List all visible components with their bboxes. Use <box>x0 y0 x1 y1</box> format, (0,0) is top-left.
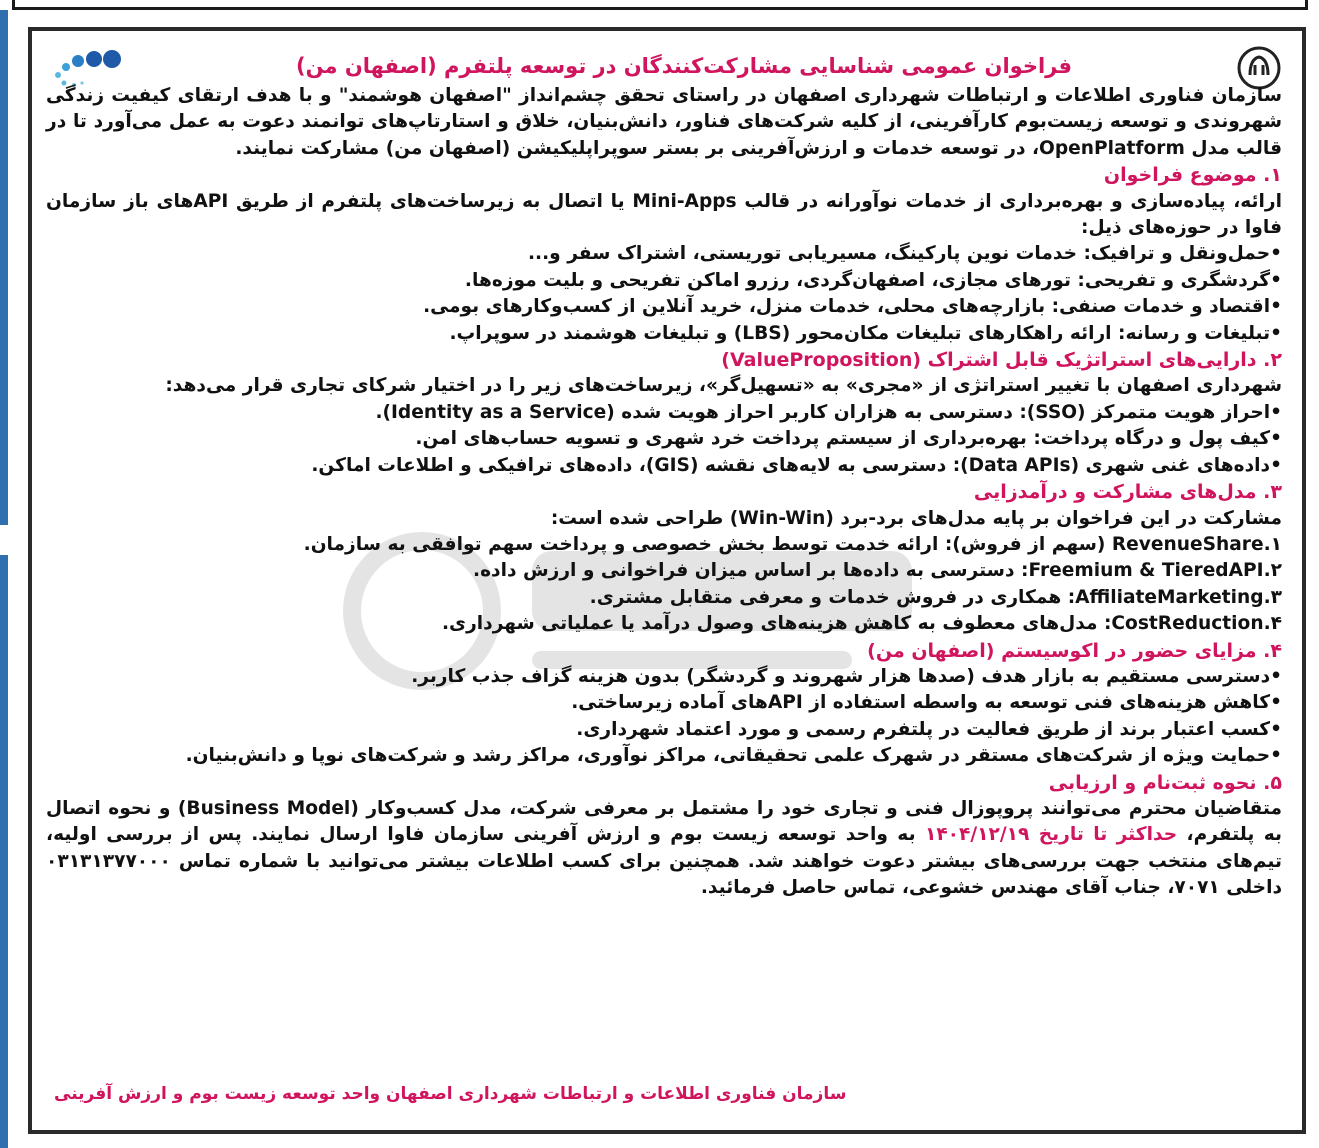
section-5-text-after: به واحد توسعه زیست بوم و ارزش آفرینی سازمان فاوا ارسال نمایند. پس از بررسی اولیه، تیم‌های منتخب جهت بررسی‌های بیشتر دعوت خواهند شد. همچنین برای کسب اطلاعات بیشتر می‌توانید با شماره تماس ۰۳۱۳۱۳۷۷۰۰۰ داخلی ۷۰۷۱، جناب آقای مهندس خشوعی، تماس حاصل فرمائید. <box>46 824 1282 899</box>
section-2-text: شهرداری اصفهان با تغییر استراتژی از «مجری» به «تسهیل‌گر»، زیرساخت‌های زیر را در اختیار شرکای تجاری قرار می‌دهد: <box>165 375 1282 397</box>
section-1-heading: ۱. موضوع فراخوان <box>1103 164 1282 187</box>
list-item: •داده‌های غنی شهری (Data APIs): دسترسی به لایه‌های نقشه (GIS)، داده‌های ترافیکی و اطلاعات اماکن. <box>311 454 1282 476</box>
list-item: •اقتصاد و خدمات صنفی: بازارچه‌های محلی، خدمات منزل، خرید آنلاین از کسب‌وکارهای بومی. <box>423 296 1282 318</box>
list-item: •کاهش هزینه‌های فنی توسعه به واسطه استفاده از APIهای آماده زیرساختی. <box>571 692 1282 714</box>
side-mark-top <box>0 10 8 525</box>
list-item: •دسترسی مستقیم به بازار هدف (صدها هزار شهروند و گردشگر) بدون هزینه گزاف جذب کاربر. <box>411 665 1282 687</box>
section-5-text <box>46 796 1282 902</box>
list-item: ۱.RevenueShare (سهم از فروش): ارائه خدمت توسط بخش خصوصی و پرداخت سهم توافقی به سازمان. <box>303 533 1282 555</box>
list-item: ۲.Freemium & TieredAPI: دسترسی به داده‌ها بر اساس میزان فراخوانی و ارزش داده. <box>473 560 1282 582</box>
page-title: فراخوان عمومی شناسایی مشارکت‌کنندگان در توسعه پلتفرم (اصفهان من) <box>296 54 1072 78</box>
list-item: ۳.AffiliateMarketing: همکاری در فروش خدمات و معرفی متقابل مشتری. <box>589 586 1282 608</box>
announcement-panel <box>28 27 1306 1134</box>
deadline-text: حداکثر تا تاریخ ۱۴۰۴/۱۲/۱۹ <box>924 824 1178 846</box>
intro-paragraph: سازمان فناوری اطلاعات و ارتباطات شهرداری اصفهان در راستای تحقق چشم‌انداز "اصفهان هوشمند" و با هدف ارتقای کیفیت زندگی شهروندی و توسعه زیست‌بوم کارآفرینی، از کلیه شرکت‌های فناور، دانش‌بنیان، خلاق و استارتاپ‌های توانمند دعوت به عمل می‌آورد تا در قالب مدل OpenPlatform، در توسعه خدمات و ارزش‌آفرینی بر بستر سوپراپلیکیشن (اصفهان من) مشارکت نمایند. <box>46 85 1282 159</box>
list-item: •احراز هویت متمرکز (SSO): دسترسی به هزاران کاربر احراز هویت شده (Identity as a Service). <box>375 401 1282 423</box>
signature: سازمان فناوری اطلاعات و ارتباطات شهرداری اصفهان واحد توسعه زیست بوم و ارزش آفرینی <box>54 1084 847 1104</box>
section-4-heading: ۴. مزایای حضور در اکوسیستم (اصفهان من) <box>867 639 1282 662</box>
top-strip <box>12 0 1308 10</box>
list-item: ۴.CostReduction: مدل‌های معطوف به کاهش هزینه‌های وصول درآمد یا عملیاتی شهرداری. <box>441 613 1282 635</box>
section-3-text: مشارکت در این فراخوان بر پایه مدل‌های برد-برد (Win-Win) طراحی شده است: <box>550 507 1282 529</box>
section-5-text-before: متقاضیان محترم می‌توانند پروپوزال فنی و تجاری خود را مشتمل بر معرفی شرکت، مدل کسب‌وکار (Business Model) و نحوه اتصال به پلتفرم، <box>46 797 1283 846</box>
section-1-text: ارائه، پیاده‌سازی و بهره‌برداری از خدمات نوآورانه در قالب Mini-Apps یا اتصال به زیرساخت‌های پلتفرم از طریق APIهای باز سازمان فاوا در حوزه‌های ذیل: <box>46 190 1282 239</box>
list-item: •کیف پول و درگاه پرداخت: بهره‌برداری از سیستم پرداخت خرد شهری و تسویه حساب‌های امن. <box>415 428 1282 450</box>
section-3-heading: ۳. مدل‌های مشارکت و درآمدزایی <box>973 481 1282 504</box>
list-item: •تبلیغات و رسانه: ارائه راهکارهای تبلیغات مکان‌محور (LBS) و تبلیغات هوشمند در سوپراپ. <box>449 322 1282 344</box>
announcement-content <box>46 51 1282 902</box>
list-item: •گردشگری و تفریحی: تورهای مجازی، اصفهان‌گردی، رزرو اماکن تفریحی و بلیت موزه‌ها. <box>464 269 1282 291</box>
section-5-heading: ۵. نحوه ثبت‌نام و ارزیابی <box>1048 771 1282 794</box>
list-item: •حمایت ویژه از شرکت‌های مستقر در شهرک علمی تحقیقاتی، مراکز نوآوری، مراکز رشد و شرکت‌های نوپا و دانش‌بنیان. <box>185 745 1282 767</box>
section-2-heading: ۲. دارایی‌های استراتژیک قابل اشتراک (ValueProposition) <box>721 349 1282 372</box>
list-item: •کسب اعتبار برند از طریق فعالیت در پلتفرم رسمی و مورد اعتماد شهرداری. <box>576 718 1282 740</box>
list-item: •حمل‌ونقل و ترافیک: خدمات نوین پارکینگ، مسیریابی توریستی، اشتراک سفر و... <box>527 243 1282 265</box>
side-mark-bottom <box>0 555 8 1148</box>
